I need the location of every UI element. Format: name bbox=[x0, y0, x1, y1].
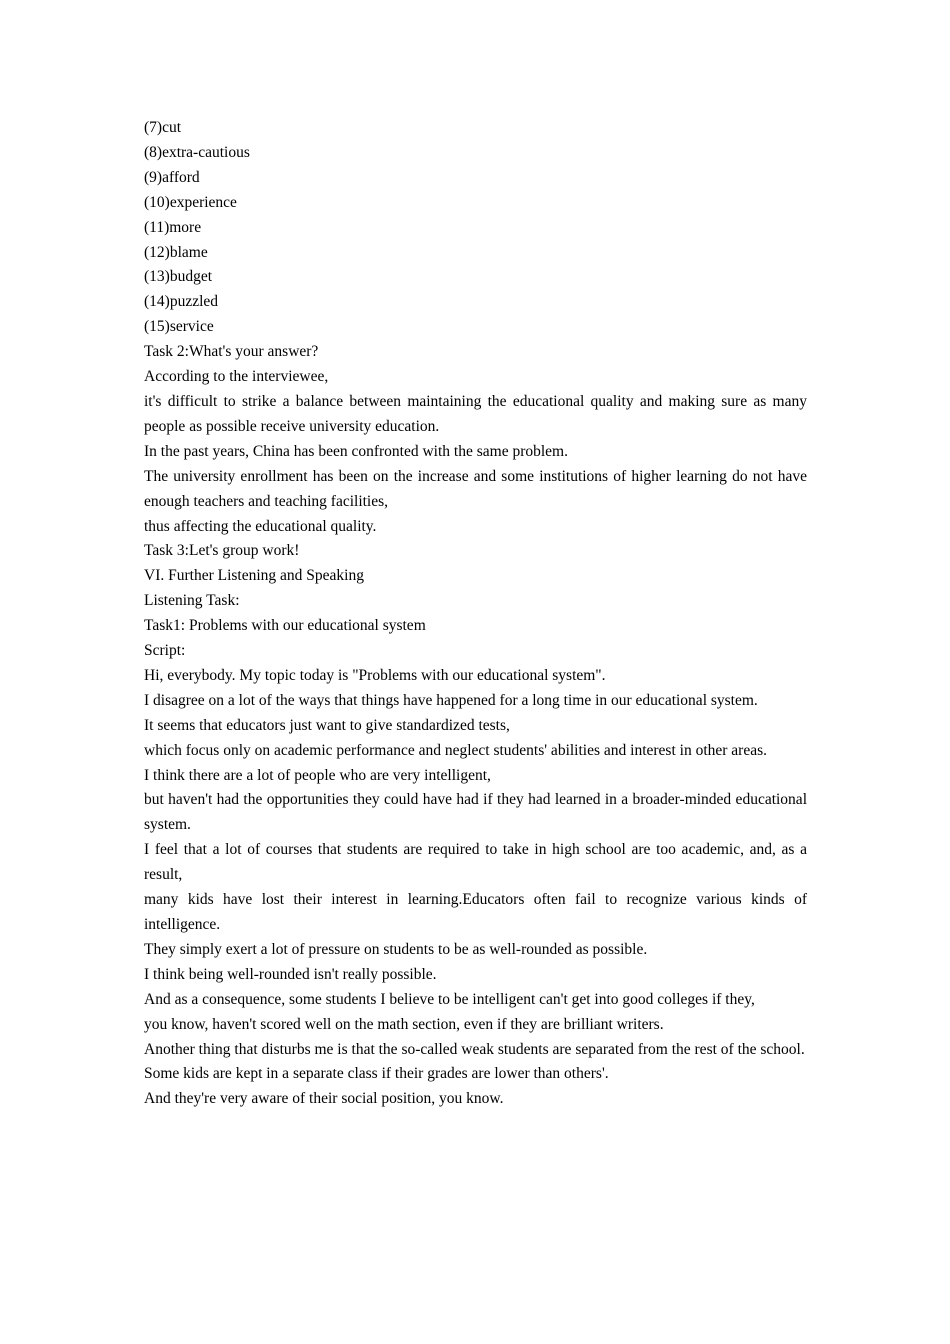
listening-task-label: Listening Task: bbox=[144, 592, 240, 610]
answer-item: (11)more bbox=[144, 218, 202, 236]
answer-item: (12)blame bbox=[144, 243, 208, 261]
section6 bbox=[144, 564, 807, 1112]
script-line: which focus only on academic performance and neglect students' abilities and interest in other areas. bbox=[144, 741, 767, 759]
answer-item: (9)afford bbox=[144, 168, 200, 186]
script-line: many kids have lost their interest in learning.Educators often fail to recognize various kinds of intelligence. bbox=[144, 891, 807, 933]
script-line: It seems that educators just want to give standardized tests, bbox=[144, 716, 510, 734]
script-line: And they're very aware of their social position, you know. bbox=[144, 1090, 504, 1108]
script-line: Some kids are kept in a separate class if their grades are lower than others'. bbox=[144, 1065, 609, 1083]
task2-heading: Task 2:What's your answer? bbox=[144, 343, 319, 361]
task2-line: it's difficult to strike a balance between maintaining the educational quality and making sure as many people as possible receive university education. bbox=[144, 392, 807, 435]
script-line: I think being well-rounded isn't really possible. bbox=[144, 965, 437, 983]
script-label: Script: bbox=[144, 642, 186, 660]
script-line: They simply exert a lot of pressure on students to be as well-rounded as possible. bbox=[144, 940, 648, 958]
script-line: but haven't had the opportunities they could have had if they had learned in a broader-minded educational system. bbox=[144, 791, 807, 834]
task2-line: According to the interviewee, bbox=[144, 368, 329, 386]
script-line: I feel that a lot of courses that students are required to take in high school are too academic, and, as a result, bbox=[144, 841, 807, 884]
task1-title: Task1: Problems with our educational system bbox=[144, 617, 426, 635]
script-line: And as a consequence, some students I believe to be intelligent can't get into good colleges if they, bbox=[144, 990, 755, 1008]
answer-item: (13)budget bbox=[144, 268, 213, 286]
task2-line: thus affecting the educational quality. bbox=[144, 517, 377, 535]
task2-line: The university enrollment has been on the increase and some institutions of higher learning do not have enough teachers and teaching facilities, bbox=[144, 467, 807, 510]
script-line: I disagree on a lot of the ways that things have happened for a long time in our educational system. bbox=[144, 691, 758, 709]
answer-item: (7)cut bbox=[144, 119, 182, 136]
script-line: Hi, everybody. My topic today is "Problems with our educational system". bbox=[144, 666, 606, 684]
script-line: I think there are a lot of people who are very intelligent, bbox=[144, 766, 491, 784]
section6-heading: VI. Further Listening and Speaking bbox=[144, 567, 364, 585]
answer-item: (14)puzzled bbox=[144, 293, 219, 311]
answer-item: (10)experience bbox=[144, 193, 237, 211]
script-line: Another thing that disturbs me is that the so-called weak students are separated from the rest of the school. bbox=[144, 1040, 805, 1058]
answer-item: (8)extra-cautious bbox=[144, 143, 250, 161]
task2-line: In the past years, China has been confronted with the same problem. bbox=[144, 442, 568, 460]
task2-section bbox=[144, 340, 807, 539]
answer-item: (15)service bbox=[144, 318, 214, 336]
task3-heading: Task 3:Let's group work! bbox=[144, 542, 300, 560]
answer-list bbox=[144, 116, 807, 340]
document-page bbox=[144, 116, 807, 1112]
script-line: you know, haven't scored well on the math section, even if they are brilliant writers. bbox=[144, 1015, 664, 1033]
